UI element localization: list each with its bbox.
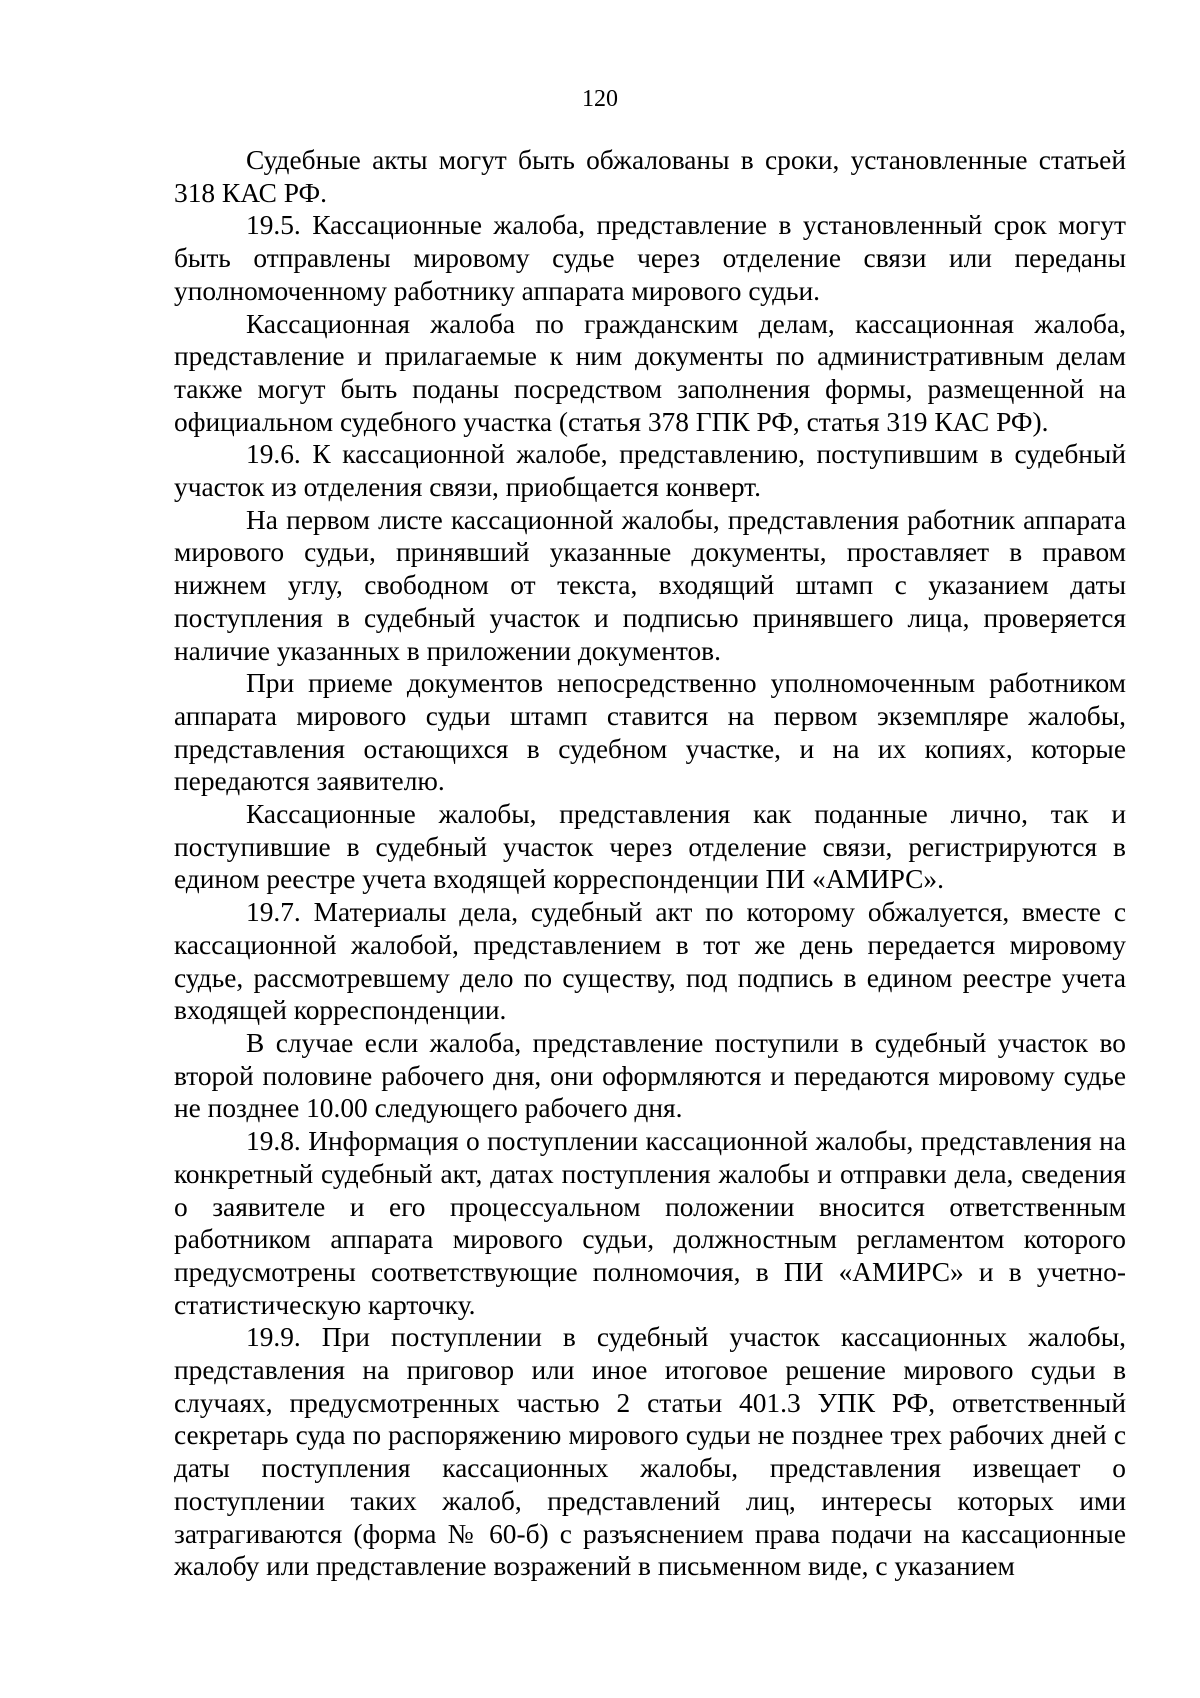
paragraph-9: В случае если жалоба, представление поступили в судебный участок во второй половине рабочего дня, они оформляются и передаются мировому судье не позднее 10.00 следующего рабочего дня. [174,1027,1126,1124]
paragraph-2: 19.5. Кассационные жалоба, представление в установленный срок могут быть отправлены мировому судье через отделение связи или переданы уполномоченному работнику аппарата мирового судьи. [174,210,1126,306]
paragraph-5: На первом листе кассационной жалобы, представления работник аппарата мирового судьи, принявший указанные документы, проставляет в правом нижнем углу, свободном от текста, входящий штамп с указанием даты поступления в судебный участок и подписью принявшего лица, проверяется наличие указанных в приложении документов. [174,504,1126,666]
paragraph-11: 19.9. При поступлении в судебный участок кассационных жалобы, представления на приговор или иное итоговое решение мирового судьи в случаях, предусмотренных частью 2 статьи 401.3 УПК РФ, ответственный секретарь суда по распоряжению мирового судьи не позднее трех рабочих дней с даты поступления кассационных жалобы, представления извещает о поступлении таких жалоб, представлений лиц, интересы которых ими затрагиваются (форма № 60-б) с разъяснением права подачи на кассационные жалобу или представление возражений в письменном виде, с указанием [174,1322,1126,1582]
paragraph-7: Кассационные жалобы, представления как поданные лично, так и поступившие в судебный участок через отделение связи, регистрируются в едином реестре учета входящей корреспонденции ПИ «АМИРС». [174,799,1126,895]
paragraph-10: 19.8. Информация о поступлении кассационной жалобы, представления на конкретный судебный акт, датах поступления жалобы и отправки дела, сведения о заявителе и его процессуальном положении вносится ответственным работником аппарата мирового судьи, должностным регламентом которого предусмотрены соответствующие полномочия, в ПИ «АМИРС» и в учетно-статистическую карточку. [174,1126,1126,1320]
paragraph-3: Кассационная жалоба по гражданским делам, кассационная жалоба, представление и прилагаемые к ним документы по административным делам также могут быть поданы посредством заполнения формы, размещенной на официальном судебного участка (статья 378 ГПК РФ, статья 319 КАС РФ). [174,308,1126,437]
page-number: 120 [582,86,618,112]
paragraph-6: При приеме документов непосредственно уполномоченным работником аппарата мирового судьи штамп ставится на первом экземпляре жалобы, представления остающихся в судебном участке, и на их копиях, которые передаются заявителю. [174,668,1126,797]
paragraph-1: Судебные акты могут быть обжалованы в сроки, установленные статьей 318 КАС РФ. [174,145,1126,208]
paragraph-8: 19.7. Материалы дела, судебный акт по которому обжалуется, вместе с кассационной жалобой, представлением в тот же день передается мировому судье, рассмотревшему дело по существу, под подпись в едином реестре учета входящей корреспонденции. [174,897,1126,1026]
paragraph-4: 19.6. К кассационной жалобе, представлению, поступившим в судебный участок из отделения связи, приобщается конверт. [174,439,1126,503]
document-body [174,144,1126,1583]
